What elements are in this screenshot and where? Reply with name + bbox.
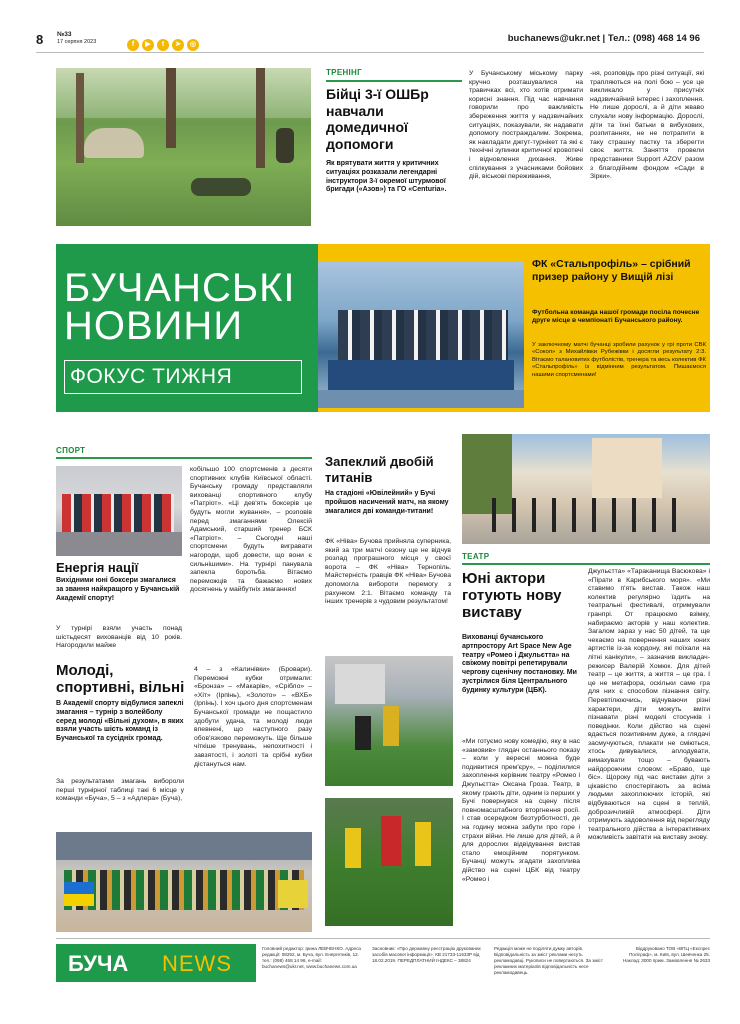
sport-label-line [56, 457, 312, 459]
issue-date: 17 серпня 2023 [57, 39, 97, 45]
contact-info: buchanews@ukr.net | Тел.: (098) 468 14 96 [507, 33, 700, 44]
training-label-line [326, 80, 462, 82]
twitter-icon[interactable]: t [157, 39, 169, 51]
football-match-photo-1 [325, 656, 453, 786]
football-match-photo-2 [325, 798, 453, 926]
social-icons [127, 33, 202, 51]
footer-col1: Головний редактор: Ірина ЛЕВЧЕНКО. Адреса редакції: 08292, м. Буча, вул. Енергетиків, 12. тел.: (098) 468 14 96, e-mail: buchanews@ukr.net, www.buchanews.com.ua [262, 946, 361, 969]
duel-title: Запеклий двобій титанів [325, 454, 434, 485]
duel-body: ФК «Ніва» Бучова прийняла суперника, який за три матчі сезону ще не відчув розлад програшного місця у своєї ворота – ФК «Ніва» Тернопіль. Майстерність гравців ФК «Ніва» Бучова допомогла вибороти перемогу з рахунком 2:1. Вітаємо команду та інших тренерів з чудовим результатом! [325, 538, 451, 606]
youtube-icon[interactable]: ▶ [142, 39, 154, 51]
footer-col2: Засновник: «Про державну реєстрацію друкованих засобів масової інформації». КВ 21733-11533Р від 18.02.2019. ПЕРЕДПЛАТНИЙ ІНДЕКС – 38824 [372, 946, 481, 963]
training-lead: Як врятувати життя у критичних ситуаціях розказали легендарні інструктори 3-ї окремої штурмової бригади («Азов») та ГО «Centuria». [326, 160, 447, 194]
instagram-icon[interactable]: ◎ [187, 39, 199, 51]
page-number: 8 [36, 32, 44, 47]
football-team-photo [318, 262, 524, 408]
issue-number: №33 [57, 31, 72, 38]
banner-title-line1: БУЧАНСЬКІ [64, 266, 296, 310]
banner [56, 244, 710, 412]
footer-logo-bucha: БУЧА [68, 951, 129, 976]
banner-title-line2: НОВИНИ [64, 304, 244, 348]
theatre-label: ТЕАТР [462, 552, 490, 561]
banner-subtitle: ФОКУС ТИЖНЯ [70, 365, 233, 388]
training-col1: У Бучанському міському парку кручно розташувалися на травичках всі, хто хотів отримати корисні знання. Під час навчання говорили про важливість збереження життя у надзвичайних ситуаціях, показували, як надавати допомогу постраждалим. Зокрема, як накладати джгут-турнікет та які є технічні зупинки критичної кровотечі і відновлення дихання. Живе спілкування з учасниками бойових дій, віськові переживання, [469, 70, 584, 181]
footer-divider [56, 938, 710, 939]
page-header [0, 28, 740, 52]
training-photo [56, 68, 311, 226]
footer-logo [56, 944, 256, 982]
theatre-lead: Вихованці бучанського артпростору Art Space New Age театру «Ромео і Джульєтта» на свіжому повітрі репетирували чергову сценічну постановку. Ми зустрілися біля Центрального будинку культури (ЦБК). [462, 634, 577, 694]
youth-col2: 4 – з «Калинівки» (Бровари). Переможні кубки отримали: «Бронза» – «Макарів», «Срібло» – «Хіт» (Ірпінь), «Золото» – «ВХБ» (Ірпінь). І хоч цього дня спортсменам Бучанської громади не пощастило здобути удача, та молоді люди впевнені, що наступного разу обов'язково переможуть. Ще більше чіткіше тренувань, непохитності і завзятості, і золоті та срібні кубки дістануться нам. [194, 666, 312, 768]
theatre-rehearsal-photo [462, 434, 710, 544]
theatre-title: Юні актори готують нову виставу [462, 570, 562, 621]
footer-col3: Редакція може не поділяти думку авторів. Відповідальність за зміст реклами несуть рекламодавці. Рукописи не повертаються. За зміст рекламних матеріалів відповідальність несе рекламодавець. [494, 946, 603, 975]
telegram-icon[interactable]: ➤ [172, 39, 184, 51]
banner-article-title: ФК «Стальпрофіль» – срібний призер району у Вищій лізі [532, 258, 691, 283]
energy-body: У турнірі взяли участь понад шістьдесят вихованців від 10 років. Нагородили майже [56, 625, 182, 650]
banner-article-lead: Футбольна команда нашої громади посіла почесне друге місце в чемпіонаті Бучанського району. [532, 309, 700, 325]
facebook-icon[interactable]: f [127, 39, 139, 51]
boxers-photo [56, 466, 182, 556]
duel-lead: На стадіоні «Ювілейний» у Бучі пройшов насичений матч, на якому змагалися дві команди-титани! [325, 490, 449, 515]
training-col2: -ня, розповідь про різні ситуації, які трапляються на полі бою – усе це викликало у присутніх надзвичайний інтерес і захоплення. Не лише дорослі, а й діти жваво слухали нову інформацію. Дорослі, діти та їхні батьки в вибухових, розпитаннях, не не потрапити в таку страшну пастку та зберегти своє життя. Заняття провели представники Support AZOV разом з благодійним фондом «Сади в Зірки». [590, 70, 704, 181]
youth-lead: В Академії спорту відбулися запеклі змагання – турнір з волейболу серед молоді «Вільні духом», в яких взяли участь шість команд із Бучанської та сусідніх громад. [56, 700, 184, 743]
footer-col4: Віддруковано ТОВ «ВПЦ «Експрес Поліграф», м. Київ, вул. Шевченка 25. Наклад: 3000 прим. Замовлення № 2633 [622, 946, 710, 963]
theatre-label-line [462, 563, 710, 565]
training-label: ТРЕНІНГ [326, 68, 362, 77]
volleyball-teams-photo [56, 832, 312, 932]
training-title: Бійці 3-ї ОШБр навчали домедичної допомоги [326, 86, 429, 152]
footer-logo-news: NEWS [162, 951, 232, 976]
energy-title: Енергія нації [56, 560, 139, 575]
theatre-col1: «Ми готуємо нову комедію, яку в нас «замовив» глядач останнього показу – коли у вересні можна буде подивитися прем'єру», – поділилися захоплення керівник театру «Ромео і Джульєтта» Оксана Гроза. Театр, в якому грають діти, одним із перших у Бучі повернувся на сцену після повномасштабного вторгнення росії. І став осередком безтурботності, де на годину можна забути про горе і страхи війни. Не лише для дітей, а й для дорослих відвідування вистав стало емоційним порятунком. Бучанці можуть згадати захоплива дійство на сцені ЦБК від театру «Ромео і [462, 738, 580, 883]
energy-lead: Вихідними юні боксери змагалися за звання найкращого у Бучанській Академії спорту! [56, 577, 180, 602]
energy-col2: кобільшо 100 спортсменів з десяти спортивних клубів Київської області. Бучанську громаду представляли вихованці спортивного клубу «Патріот». «Ці дев'ять боксерів це будуть могли жування», – розповів перед змаганнями Олексій Адамський, старший тренер БСК «Патріот». – Сьогодні наші спортсмени будуть вигравати нагороди, щоб довести, що вони є сильнішими». На турнірі панувала запекла боротьба. Вітаємо переможців та бажаємо нових досягнень у майбутніх змаганнях! [190, 466, 312, 594]
header-divider [36, 52, 704, 53]
sport-label: СПОРТ [56, 446, 86, 455]
youth-title: Молоді, спортивні, вільні [56, 662, 185, 696]
banner-article-body: У заключному матчі бучанці зробили рахунок у грі проти СВК «Сокол» з Михайлівки Рубежівки і досягли результату 2:3. Вітаємо талановитих футболістів, тренера та весь колектив ФК «Стальпрофіль» із відмінним результатом. Пишаємося нашими спортсменами! [532, 342, 706, 378]
youth-body: За результатами змагань вибороли перші турнірної таблиці такі 6 місце у команди «Буча», 5 – з «Адлера» (Буча), [56, 778, 184, 803]
theatre-col2: Джульєтта» «Тараканища Васюкова» і «Пірати в Карибського моря». «Ми ставимо п'ять вистав. Також наш колектив регулярно їздить на театральні фестивалі, отримували гранпрі. От працюємо взімку, набираємо акторів у наш колектив. Загалом зараз у нас 50 дітей, та ще чекаємо на повернення наших юних артистів із-за кордону, які поїхали на літні канікули», – зазначив викладач-режисер Валерій Хомюк. Для дітей театр – це життя, а життя – це гра. І це не метафора, оскільки саме гра для них є способом пізнання світу. Перевтілюючись, відчуваючи різні характери, діти можуть вміти пізнавати різні моделі стосунків і поведінки. Коли дійство на сцені вдається позитивним дуже, а глядачі засмучуються, плакати не сміються, хтось дивувалися, аплодувати, вимахувати тощо – бувають найдорожчим словом: «Браво, ще біс». Щороку під час вистави діти з цікавістю спостерігають за всіма людьми захоплюючих історій, які відбуваються на сцені в теплій, доброзичливій атмосфері. Діти отримують задоволення від перегляду театрального дійства а інтерактивних можливість завітати на виставу знову. [588, 568, 710, 842]
